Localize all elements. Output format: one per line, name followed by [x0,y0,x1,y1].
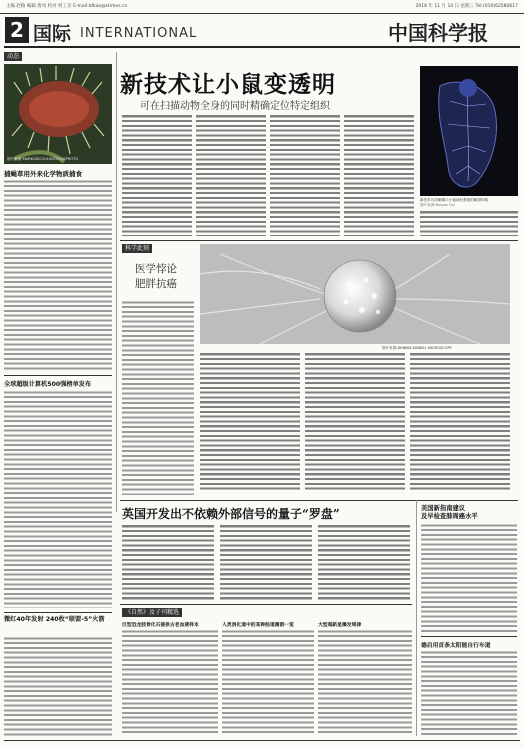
science-special-title-line2: 肥胖抗癌 [135,278,177,290]
lung-guideline-title-line2: 及早检查肺周癌水平 [421,513,478,520]
science-special-col-1 [200,352,300,492]
solar-bike-lane-title: 德启用首条太阳能自行车道 [421,643,491,649]
main-story-col-4 [344,114,414,236]
mouse-figure-credit: 图片来源:Ruiyao Cai [420,203,455,207]
dinosaur-item-title: 巨型恐龙肢骨化石提供古老血液样本 [122,623,199,628]
supercomputer-article-body [4,390,112,608]
section-title-en: INTERNATIONAL [80,26,198,41]
science-special-label: 科学此刻 [122,244,152,253]
flytrap-article-body [4,179,112,371]
gut-bacteria-item-title: 人类消化道中的某种肠道菌群一览 [222,623,294,628]
editor-info: 主编 赵路 编辑 唐凤 校对 何工京 E-mail:bfkao@stimes.cn [6,4,128,9]
left-column [4,52,114,736]
science-special-col-2 [305,352,405,492]
lung-guideline-title-line1: 美国新指南建议 [421,505,466,512]
main-story-col-1 [122,114,192,236]
right-divider [421,636,517,637]
bottom-story-col-1 [122,524,214,600]
mouse-figure [420,66,518,196]
nature-selections-label: 《自然》及子刊精选 [122,608,182,617]
nature-section-rule [120,604,412,605]
newspaper-masthead: 中国科学报 [388,21,488,45]
science-special-col-3 [410,352,510,492]
flytrap-article-title: 捕蝇草用外来化学物质捕食 [4,170,82,178]
flytrap-photo-credit: 图片来源:MARKGDCOOLS/ISTOCKPHOTO [7,157,79,161]
supercomputer-article-title: 全球超级计算机500强榜单发布 [4,381,92,388]
transparent-mouse-image [420,66,518,196]
page-bottom-rule [4,740,520,741]
science-special-title [135,262,177,292]
top-info-bar [0,0,524,14]
flytrap-photo [4,64,112,164]
section-title-cn: 国际 [33,23,72,45]
news-label: 动态 [4,52,22,61]
left-divider-2 [4,612,112,613]
science-special-title-line1: 医学悖论 [135,263,177,275]
header-rule [4,46,520,48]
dinosaur-item-body [122,629,218,736]
main-story-rule [120,240,518,241]
rocket-article-body [4,636,112,736]
right-spacer [516,244,517,245]
section-number: 2 [5,17,29,43]
cell-micrograph [200,244,510,344]
main-story-col-5 [420,210,518,236]
supernova-item-body [318,629,412,736]
left-column-rule [116,52,117,512]
rocket-article-title: 微红40年发射 240枚“联盟-5”火箭 [4,616,105,623]
cell-photo-credit: 图片来源:DENNIS KUNKEL MICROSCOPY [382,346,452,350]
cancer-cell-image [200,244,510,344]
bottom-story-rule [120,500,518,501]
lung-guideline-body [421,523,517,633]
bottom-story-col-3 [318,524,410,600]
left-divider-1 [4,375,112,376]
venus-flytrap-image [4,64,112,164]
main-story-col-3 [270,114,340,236]
bottom-headline: 英国开发出不依赖外部信号的量子“罗盘” [122,507,340,521]
main-story-col-2 [196,114,266,236]
supernova-item-title: 大型超新星爆发规律 [318,623,362,628]
right-column-rule [416,500,417,736]
gut-bacteria-item-body [222,629,314,736]
issue-date: 2018 年 11 月 14 日 星期三 Tel:(010)62580617 [415,4,518,9]
bottom-story-col-2 [220,524,312,600]
mouse-figure-caption: 新技术可清晰揭示小鼠神经系统的解剖结构 [420,198,489,202]
lung-guideline-title [421,505,517,521]
main-headline: 新技术让小鼠变透明 [120,71,336,98]
science-special-intro [122,300,194,495]
solar-bike-lane-body [421,650,517,736]
main-subheadline: 可在扫描动物全身的同时精确定位特定组织 [140,101,330,112]
